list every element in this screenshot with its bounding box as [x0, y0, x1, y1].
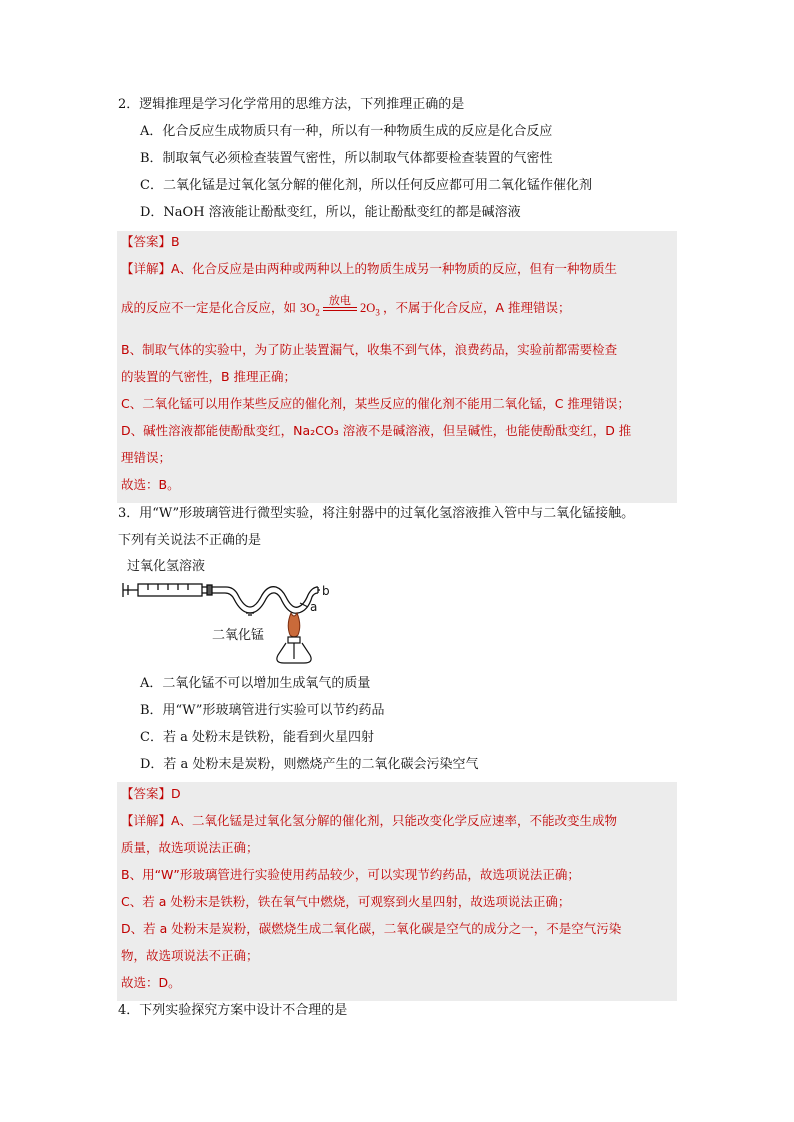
chemical-equation: $3O_2$ 放电 $2O_3$	[300, 294, 380, 318]
question-3-explanation-line: C、若 a 处粉末是铁粉，铁在氧气中燃烧，可观察到火星四射，故选项说法正确；	[121, 894, 571, 909]
question-2-option-b: B．制取氧气必须检查装置气密性，所以制取气体都要检查装置的气密性	[140, 151, 553, 166]
w-tube-apparatus-figure	[118, 555, 348, 667]
question-2-explanation-line: 【详解】A、化合反应是由两种或两种以上的物质生成另一种物质的反应，但有一种物质生	[121, 261, 618, 276]
question-3-stem: 下列有关说法不正确的是	[118, 533, 262, 548]
question-3-explanation-line: 物，故选项说法不正确；	[121, 948, 259, 963]
figure-label-b: b	[322, 584, 330, 598]
w-shaped-glass-tube	[212, 587, 320, 615]
question-2-explanation-line: 成的反应不一定是化合反应，如 $3O_2$ 放电 $2O_3$ ，不属于化合反应，A 推理错误；	[121, 294, 571, 318]
question-3-option-b: B．用“W”形玻璃管进行实验可以节约药品	[140, 703, 385, 718]
question-2-option-d: D．NaOH 溶液能让酚酞变红，所以，能让酚酞变红的都是碱溶液	[140, 205, 521, 220]
reaction-condition: 放电	[323, 296, 357, 311]
question-3-explanation-line: 质量，故选项说法正确；	[121, 840, 259, 855]
figure-label-a: a	[310, 600, 318, 614]
question-2-explanation-line: B、制取气体的实验中，为了防止装置漏气，收集不到气体，浪费药品，实验前都需要检查	[121, 342, 618, 357]
question-2-explanation-line: 故选：B。	[121, 477, 180, 492]
flame	[288, 613, 300, 637]
question-2-explanation-line: 理错误；	[121, 450, 172, 465]
alcohol-lamp	[277, 637, 311, 663]
question-2-stem: 2．逻辑推理是学习化学常用的思维方法，下列推理正确的是	[118, 97, 465, 112]
question-2-explanation-line: C、二氧化锰可以用作某些反应的催化剂，某些反应的催化剂不能用二氧化锰，C 推理错误；	[121, 396, 630, 411]
question-3-option-a: A．二氧化锰不可以增加生成氧气的质量	[140, 676, 371, 691]
question-3-explanation-line: 【详解】A、二氧化锰是过氧化氢分解的催化剂，只能改变化学反应速率，不能改变生成物	[121, 813, 618, 828]
question-3-explanation-line: D、若 a 处粉末是炭粉，碳燃烧生成二氧化碳，二氧化碳是空气的成分之一，不是空气污染	[121, 921, 622, 936]
question-3-option-d: D．若 a 处粉末是炭粉，则燃烧产生的二氧化碳会污染空气	[140, 757, 479, 772]
question-3-stem: 3．用“W”形玻璃管进行微型实验，将注射器中的过氧化氢溶液推入管中与二氧化锰接触。	[118, 506, 635, 521]
syringe	[123, 583, 212, 597]
figure-label-hydrogen-peroxide: 过氧化氢溶液	[127, 559, 206, 574]
question-2-option-c: C．二氧化锰是过氧化氢分解的催化剂，所以任何反应都可用二氧化锰作催化剂	[140, 178, 592, 193]
question-3-answer: 【答案】D	[121, 786, 181, 801]
question-2-explanation-line: 的装置的气密性，B 推理正确；	[121, 369, 297, 384]
question-2-option-a: A．化合反应生成物质只有一种，所以有一种物质生成的反应是化合反应	[140, 124, 553, 139]
question-3-explanation-line: 故选：D。	[121, 975, 181, 990]
question-4-stem: 4．下列实验探究方案中设计不合理的是	[118, 1003, 348, 1018]
question-3-explanation-line: B、用“W”形玻璃管进行实验使用药品较少，可以实现节约药品，故选项说法正确；	[121, 867, 580, 882]
question-2-answer: 【答案】B	[121, 234, 180, 249]
question-3-option-c: C．若 a 处粉末是铁粉，能看到火星四射	[140, 730, 374, 745]
figure-label-manganese-dioxide: 二氧化锰	[212, 628, 265, 643]
question-2-explanation-line: D、碱性溶液都能使酚酞变红，Na₂CO₃ 溶液不是碱溶液，但呈碱性，也能使酚酞变红，D 推	[121, 423, 632, 438]
